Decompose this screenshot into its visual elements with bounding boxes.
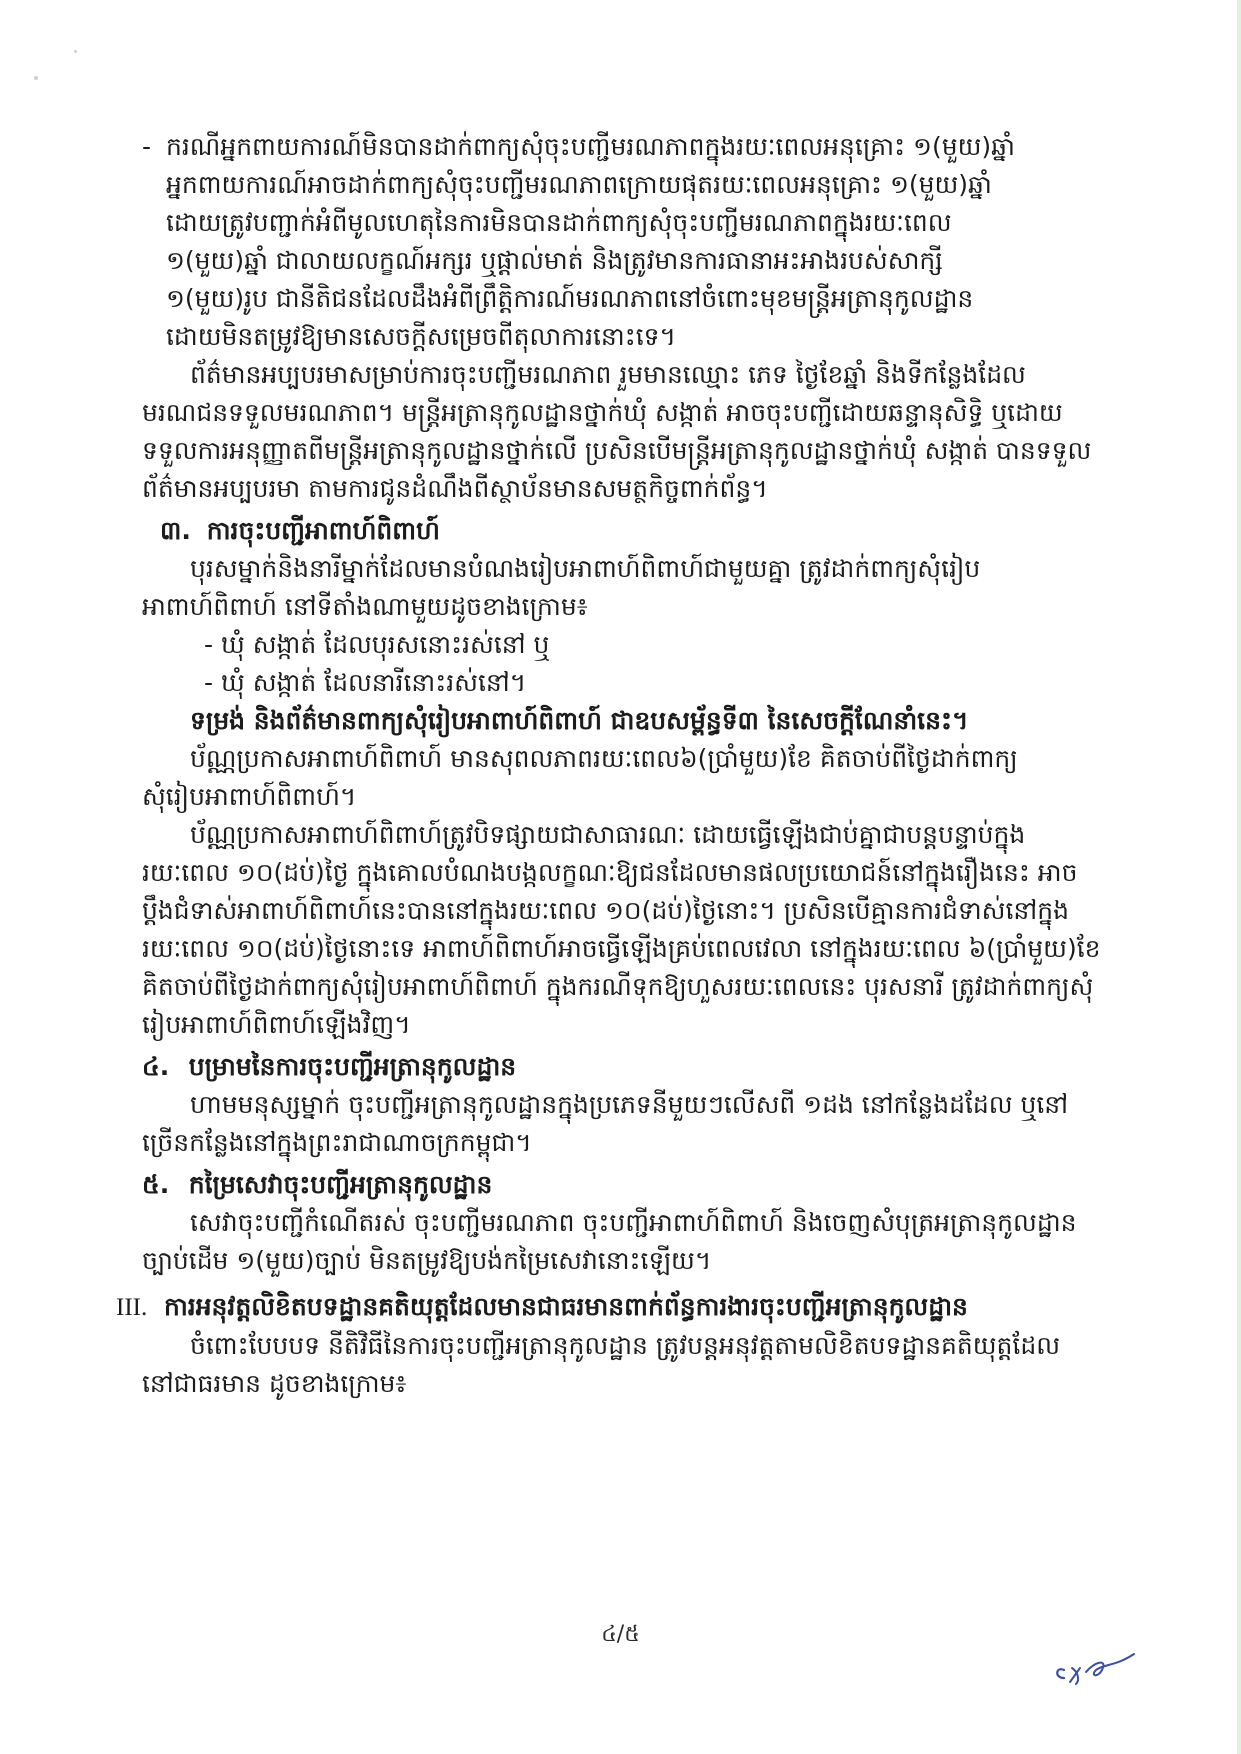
paragraph-line: ច្រើនកន្លែងនៅក្នុងព្រះរាជាណាចក្រកម្ពុជា។ [142, 1128, 532, 1157]
paragraph-line: សេវាចុះបញ្ជីកំណើតរស់ ចុះបញ្ជីមរណភាព ចុះបញ្ជីអាពាហ៍ពិពាហ៍ និងចេញសំបុត្រអត្រានុកូលដ្ឋាន [190, 1208, 1077, 1237]
section-4-heading [142, 1048, 1132, 1086]
form-annex-caption: ទម្រង់ និងព័ត៌មានពាក្យសុំរៀបអាពាហ៍ពិពាហ៍ ជាឧបសម្ព័ន្ធទី៣ នៃសេចក្តីណែនាំនេះ។ [190, 706, 969, 735]
section-title: បម្រាមនៃការចុះបញ្ជីអត្រានុកូលដ្ឋាន [188, 1052, 517, 1081]
paragraph-line: នៅជាធរមាន ដូចខាងក្រោម៖ [142, 1369, 407, 1398]
bullet-line: ដោយត្រូវបញ្ជាក់អំពីមូលហេតុនៃការមិនបានដាក់ពាក្យសុំចុះបញ្ជីមរណភាពក្នុងរយៈពេល [166, 208, 952, 237]
bullet-dash: - [142, 132, 152, 161]
bullet-late-registration [142, 128, 1132, 356]
list-item: - ឃុំ សង្កាត់ ដែលនារីនោះរស់នៅ។ [204, 668, 527, 697]
section-iii-heading [116, 1288, 1132, 1327]
section-3-intro [142, 550, 1132, 626]
paragraph-line: ចំពោះបែបបទ នីតិវិធីនៃការចុះបញ្ជីអត្រានុកូលដ្ឋាន ត្រូវបន្តអនុវត្តតាមលិខិតបទដ្ឋានគតិយុត្តដែល [190, 1331, 1061, 1360]
paragraph-line: ព័ត៌មានអប្បបរមាសម្រាប់ការចុះបញ្ជីមរណភាព រួមមានឈ្មោះ ភេទ ថ្ងៃខែឆ្នាំ និងទីកន្លែងដែល [190, 360, 1026, 389]
paragraph-line: រយៈពេល ១០(ដប់)ថ្ងៃនោះទេ អាពាហ៍ពិពាហ៍អាចធ្វើឡើងគ្រប់ពេលវេលា នៅក្នុងរយៈពេល ៦(ប្រាំមួយ)ខែ [142, 934, 1101, 963]
section-number: III. [116, 1294, 148, 1321]
section-3-location-list [142, 626, 1132, 702]
paragraph-line: ប័ណ្ណប្រកាសអាពាហ៍ពិពាហ៍ មានសុពលភាពរយៈពេល៦(ប្រាំមួយ)ខែ គិតចាប់ពីថ្ងៃដាក់ពាក្យ [190, 744, 1018, 773]
scan-speck [34, 76, 38, 80]
paragraph-line: សុំរៀបអាពាហ៍ពិពាហ៍។ [142, 782, 357, 811]
paragraph-line: ហាមមនុស្សម្នាក់ ចុះបញ្ជីអត្រានុកូលដ្ឋានក្នុងប្រភេទនីមួយៗលើសពី ១ដង នៅកន្លែងដដែល ឬនៅ [190, 1090, 1069, 1119]
paragraph-publication [142, 816, 1132, 1044]
section-4-body [142, 1086, 1132, 1162]
paragraph-line: ទទួលការអនុញ្ញាតពីមន្ត្រីអត្រានុកូលដ្ឋានថ្នាក់លើ ប្រសិនបើមន្ត្រីអត្រានុកូលដ្ឋានថ្នាក់ឃុំ សង្កាត់ បានទទួល [142, 436, 1092, 465]
paragraph-line: មរណជនទទួលមរណភាព។ មន្ត្រីអត្រានុកូលដ្ឋានថ្នាក់ឃុំ សង្កាត់ អាចចុះបញ្ជីដោយឆន្ទានុសិទ្ធិ ឬដោយ [142, 398, 1063, 427]
paragraph-line: រៀបអាពាហ៍ពិពាហ៍ឡើងវិញ។ [142, 1010, 411, 1039]
scan-speck [74, 50, 77, 53]
section-title: ការអនុវត្តលិខិតបទដ្ឋានគតិយុត្តដែលមានជាធរមានពាក់ព័ន្ធការងារចុះបញ្ជីអត្រានុកូលដ្ឋាន [163, 1292, 968, 1321]
paragraph-validity [142, 740, 1132, 816]
paragraph-line: រយៈពេល ១០(ដប់)ថ្ងៃ ក្នុងគោលបំណងបង្កលក្ខណៈឱ្យជនដែលមានផលប្រយោជន៍នៅក្នុងរឿងនេះ អាច [142, 858, 1078, 887]
section-number: ៤. [142, 1052, 170, 1081]
document-body [116, 128, 1132, 1403]
bullet-line: ១(មួយ)ឆ្នាំ ជាលាយលក្ខណ៍អក្សរ ឬផ្តាល់មាត់ និងត្រូវមានការធានាអះអាងរបស់សាក្សី [166, 246, 943, 275]
paragraph-line: គិតចាប់ពីថ្ងៃដាក់ពាក្យសុំរៀបអាពាហ៍ពិពាហ៍ ក្នុងករណីទុកឱ្យហួសរយៈពេលនេះ បុរសនារី ត្រូវដាក់ពាក្យសុំ [142, 972, 1094, 1001]
bullet-line: ១(មួយ)រូប ជានីតិជនដែលដឹងអំពីព្រឹត្តិការណ៍មរណភាពនៅចំពោះមុខមន្ត្រីអត្រានុកូលដ្ឋាន [166, 284, 974, 313]
section-iii-body [142, 1327, 1132, 1403]
bullet-line: ដោយមិនតម្រូវឱ្យមានសេចក្តីសម្រេចពីតុលាការនោះទេ។ [166, 322, 677, 351]
section-5-heading [142, 1166, 1132, 1204]
section-number: ៥. [142, 1170, 170, 1199]
page-edge-strip [1237, 0, 1241, 1754]
paragraph-line: ប្តឹងជំទាស់អាពាហ៍ពិពាហ៍នេះបាននៅក្នុងរយៈពេល ១០(ដប់)ថ្ងៃនោះ។ ប្រសិនបើគ្មានការជំទាស់នៅក្នុង [142, 896, 1069, 925]
paragraph-line: ច្បាប់ដើម ១(មួយ)ច្បាប់ មិនតម្រូវឱ្យបង់កម្រៃសេវានោះឡើយ។ [142, 1246, 712, 1275]
paragraph-line: ព័ត៌មានអប្បបរមា តាមការជូនដំណឹងពីស្ថាប័នមានសមត្ថកិច្ចពាក់ព័ន្ធ។ [142, 474, 768, 503]
paragraph-line: ប័ណ្ណប្រកាសអាពាហ៍ពិពាហ៍ត្រូវបិទផ្សាយជាសាធារណៈ ដោយធ្វើឡើងជាប់គ្នាជាបន្តបន្ទាប់ក្នុង [190, 820, 1026, 849]
section-5-body [142, 1204, 1132, 1280]
initials-signature-mark [1050, 1648, 1140, 1688]
bullet-line: អ្នកពាយការណ៍អាចដាក់ពាក្យសុំចុះបញ្ជីមរណភាពក្រោយផុតរយៈពេលអនុគ្រោះ ១(មួយ)ឆ្នាំ [166, 170, 992, 199]
section-3-heading [142, 512, 1132, 550]
paragraph-line: បុរសម្នាក់និងនារីម្នាក់ដែលមានបំណងរៀបអាពាហ៍ពិពាហ៍ជាមួយគ្នា ត្រូវដាក់ពាក្យសុំរៀប [190, 554, 981, 583]
paragraph-minimum-info [142, 356, 1132, 508]
section-number: ៣. [160, 516, 191, 545]
bullet-line: ករណីអ្នកពាយការណ៍មិនបានដាក់ពាក្យសុំចុះបញ្ជីមរណភាពក្នុងរយៈពេលអនុគ្រោះ ១(មួយ)ឆ្នាំ [166, 132, 1015, 161]
list-item: - ឃុំ សង្កាត់ ដែលបុរសនោះរស់នៅ ឬ [204, 630, 550, 659]
paragraph-line: អាពាហ៍ពិពាហ៍ នៅទីតាំងណាមួយដូចខាងក្រោម៖ [142, 592, 588, 621]
section-title: កម្រៃសេវាចុះបញ្ជីអត្រានុកូលដ្ឋាន [188, 1170, 493, 1199]
page-number: ៤/៥ [601, 1622, 640, 1647]
section-title: ការចុះបញ្ជីអាពាហ៍ពិពាហ៍ [206, 516, 440, 545]
